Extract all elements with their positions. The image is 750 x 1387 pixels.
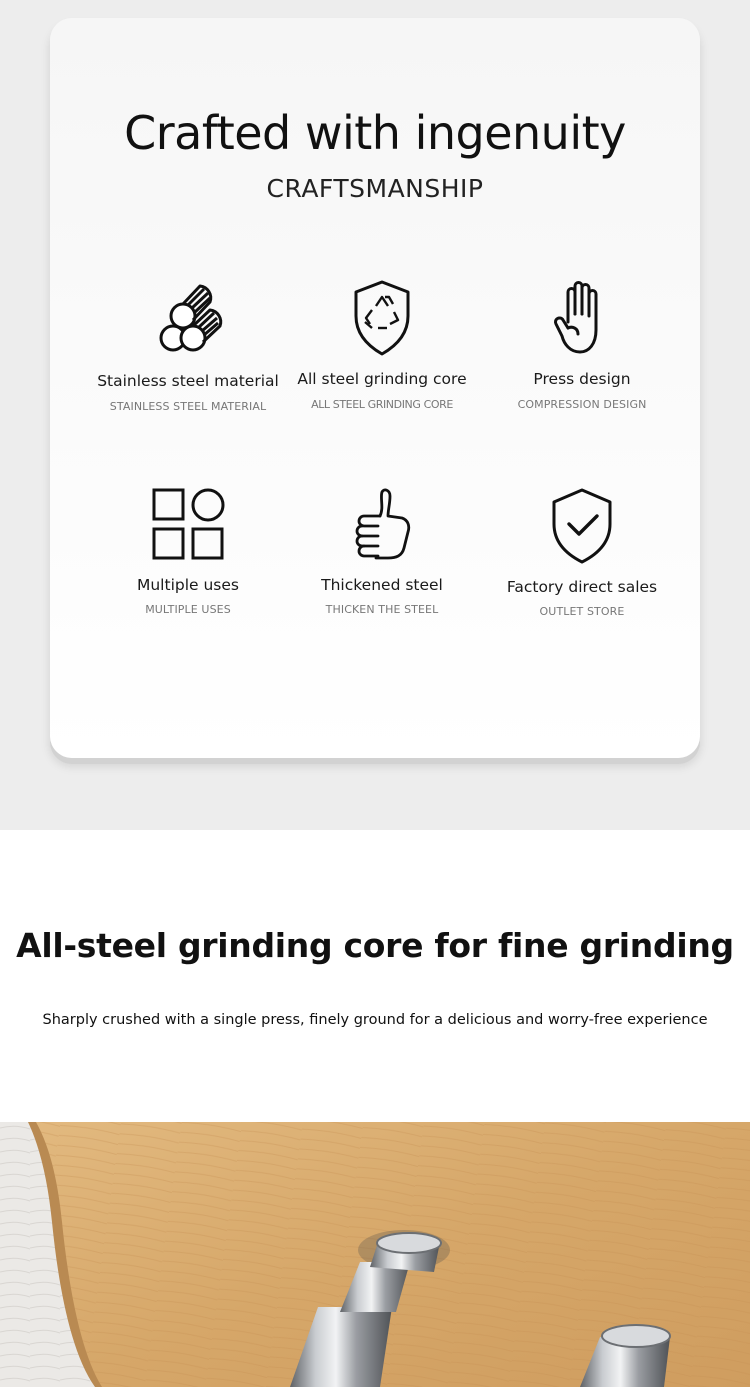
feature-title: Factory direct sales <box>506 578 658 596</box>
feature-title: All steel grinding core <box>297 370 467 388</box>
feature-subtitle: STAINLESS STEEL MATERIAL <box>109 400 267 413</box>
recycle-shield-icon <box>342 278 422 358</box>
feature-subtitle: THICKEN THE STEEL <box>325 603 439 616</box>
feature-subtitle: COMPRESSION DESIGN <box>517 398 647 411</box>
feature-thickened-steel <box>272 484 492 616</box>
check-shield-icon <box>542 484 622 564</box>
feature-subtitle: ALL STEEL GRINDING CORE <box>311 398 453 411</box>
features-card <box>50 18 700 758</box>
grinding-core-section <box>0 830 750 1122</box>
feature-subtitle: MULTIPLE USES <box>145 603 231 616</box>
section-description: Sharply crushed with a single press, finely ground for a delicious and worry-free experience <box>42 1012 708 1028</box>
feature-subtitle: OUTLET STORE <box>539 605 625 618</box>
feature-grinding-core <box>272 278 492 411</box>
product-photo <box>0 1122 750 1387</box>
grid-shapes-icon <box>148 484 228 564</box>
feature-multiple-uses <box>78 484 298 616</box>
card-title: Crafted with ingenuity <box>124 106 626 160</box>
section-title: All-steel grinding core for fine grinding <box>16 926 734 965</box>
feature-press-design <box>472 278 692 411</box>
card-subtitle: CRAFTSMANSHIP <box>266 174 484 203</box>
steel-pipes-icon <box>148 278 228 358</box>
thumbs-up-icon <box>342 484 422 564</box>
palm-hand-icon <box>542 278 622 358</box>
feature-stainless-steel <box>78 278 298 413</box>
feature-title: Thickened steel <box>321 576 443 594</box>
feature-title: Press design <box>533 370 631 388</box>
feature-title: Multiple uses <box>136 576 239 594</box>
feature-factory-direct <box>472 484 692 618</box>
feature-title: Stainless steel material <box>97 372 279 390</box>
product-photo-image <box>0 1122 750 1387</box>
